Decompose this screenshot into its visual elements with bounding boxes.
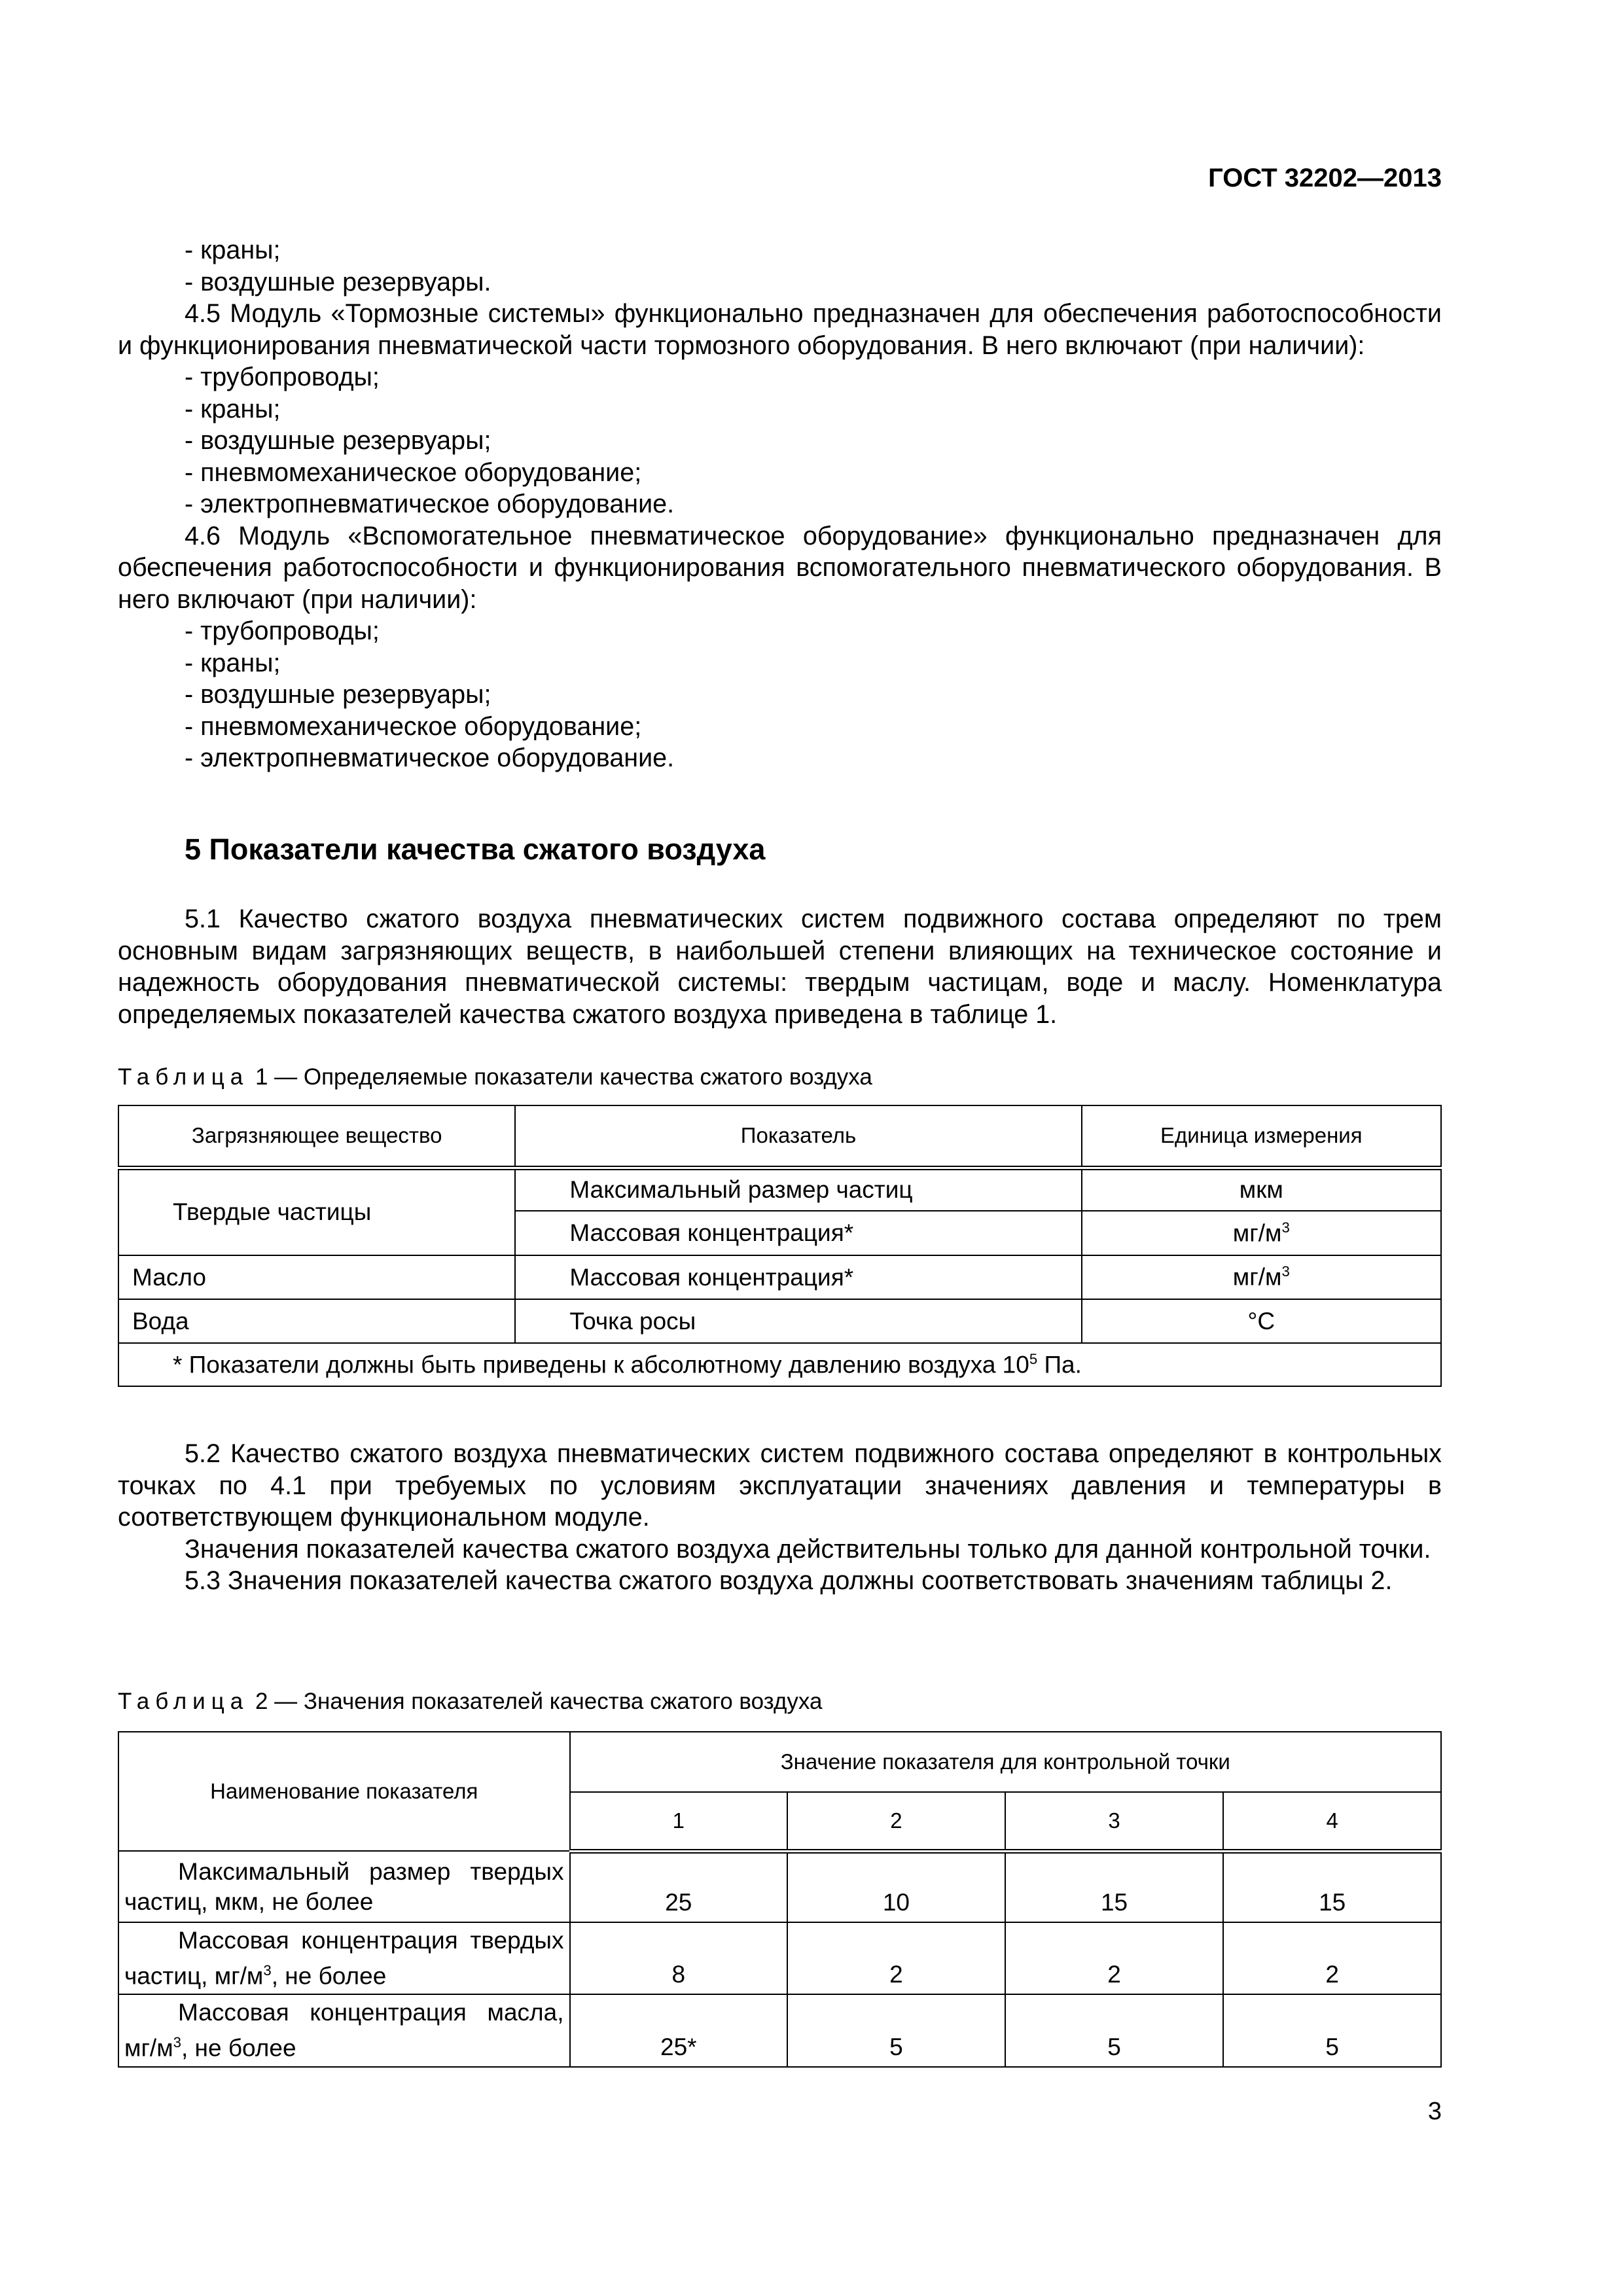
list-item: - электропневматическое оборудование. [185, 490, 675, 518]
list-item: - краны; [185, 236, 281, 264]
cell-value: 15 [1005, 1851, 1224, 1922]
column-header: Наименование показателя [118, 1732, 570, 1851]
cell-indicator: Точка росы [515, 1299, 1081, 1343]
cell-indicator: Массовая концентрация* [515, 1255, 1081, 1299]
list-item: - краны; [185, 394, 281, 423]
paragraph-4-5: 4.5 Модуль «Тормозные системы» функционально предназначен для обеспечения работоспособности и функционирования пневматической части тормозного оборудования. В него включают (при наличии): [118, 299, 1442, 360]
cell-value: 10 [787, 1851, 1005, 1922]
table-row [118, 1994, 1441, 2066]
text-block-4 [118, 234, 1442, 774]
paragraph-4-6: 4.6 Модуль «Вспомогательное пневматическое оборудование» функционально предназначен для обеспечения работоспособности и функционирования вспомогательного пневматического оборудования. В него включают (при наличии): [118, 521, 1442, 614]
caption-text: 1 — Определяемые показатели качества сжатого воздуха [255, 1064, 872, 1090]
column-header: Показатель [515, 1105, 1081, 1168]
list-item: - воздушные резервуары; [185, 680, 491, 709]
caption-label: Таблица [118, 1064, 249, 1090]
caption-label: Таблица [118, 1689, 249, 1714]
cell-unit: °С [1082, 1299, 1441, 1343]
name-text: Массовая концентрация твердых частиц, мг/м [124, 1927, 564, 1990]
name-sup: 3 [173, 2034, 181, 2051]
paragraph-5-3: 5.3 Значения показателей качества сжатого воздуха должны соответствовать значениям таблицы 2. [185, 1566, 1393, 1595]
list-item: - пневмомеханическое оборудование; [185, 711, 642, 741]
page-number: 3 [1427, 2098, 1442, 2125]
column-header: 4 [1223, 1792, 1441, 1851]
table-row [118, 1922, 1441, 1994]
cell-indicator: Максимальный размер частиц [515, 1168, 1081, 1211]
column-header: 2 [787, 1792, 1005, 1851]
cell-value: 2 [1005, 1922, 1224, 1994]
cell-unit [1082, 1255, 1441, 1299]
footnote-end: Па. [1037, 1351, 1082, 1378]
paragraph-5-2: 5.2 Качество сжатого воздуха пневматических систем подвижного состава определяют в контрольных точках по 4.1 при требуемых по условиям эксплуатации значениях давления и температуры в соответствующем функциональном модуле. [118, 1439, 1442, 1532]
text-block-5-2 [118, 1438, 1442, 1597]
table-footnote-row [118, 1343, 1441, 1386]
name-text-end: , не более [181, 2034, 296, 2062]
cell-value: 25 [570, 1851, 788, 1922]
table-footnote [118, 1343, 1441, 1386]
column-header: 3 [1005, 1792, 1224, 1851]
cell-value: 8 [570, 1922, 788, 1994]
table-1 [118, 1105, 1442, 1387]
cell-substance: Твердые частицы [118, 1168, 515, 1255]
name-text: Массовая концентрация масла, мг/м [124, 1999, 564, 2062]
cell-unit [1082, 1211, 1441, 1255]
document-id: ГОСТ 32202—2013 [1208, 164, 1442, 192]
list-item: - трубопроводы; [185, 617, 380, 645]
cell-substance: Масло [118, 1255, 515, 1299]
footnote-sup: 5 [1029, 1350, 1038, 1367]
paragraph-5-2b: Значения показателей качества сжатого воздуха действительны только для данной контрольной точки. [185, 1534, 1431, 1564]
cell-value: 5 [1223, 1994, 1441, 2066]
cell-value: 2 [1223, 1922, 1441, 1994]
unit-text: мг/м [1232, 1263, 1282, 1291]
cell-value: 2 [787, 1922, 1005, 1994]
cell-name [118, 1922, 570, 1994]
cell-name: Максимальный размер твердых частиц, мкм, не более [118, 1851, 570, 1922]
table-row [118, 1168, 1441, 1211]
column-header: 1 [570, 1792, 788, 1851]
list-item: - краны; [185, 648, 281, 677]
footnote-text: * Показатели должны быть приведены к абсолютному давлению воздуха 10 [173, 1351, 1029, 1378]
table1-caption [118, 1064, 872, 1090]
column-header: Единица измерения [1082, 1105, 1441, 1168]
name-sup: 3 [263, 1962, 272, 1979]
unit-text: мг/м [1232, 1219, 1282, 1247]
table-row [118, 1851, 1441, 1922]
list-item: - электропневматическое оборудование. [185, 744, 675, 772]
table2-caption [118, 1689, 822, 1715]
name-text-end: , не более [271, 1962, 387, 1990]
table-2 [118, 1731, 1442, 2068]
table-row [118, 1255, 1441, 1299]
cell-unit: мкм [1082, 1168, 1441, 1211]
unit-sup: 3 [1281, 1263, 1290, 1280]
table-row [118, 1299, 1441, 1343]
cell-value: 15 [1223, 1851, 1441, 1922]
section-heading: 5 Показатели качества сжатого воздуха [185, 833, 766, 866]
cell-value: 25* [570, 1994, 788, 2066]
list-item: - трубопроводы; [185, 363, 380, 391]
list-item: - воздушные резервуары; [185, 426, 491, 455]
cell-indicator: Массовая концентрация* [515, 1211, 1081, 1255]
cell-value: 5 [1005, 1994, 1224, 2066]
cell-substance: Вода [118, 1299, 515, 1343]
caption-text: 2 — Значения показателей качества сжатого воздуха [255, 1689, 823, 1714]
unit-sup: 3 [1281, 1219, 1290, 1236]
cell-name [118, 1994, 570, 2066]
list-item: - пневмомеханическое оборудование; [185, 457, 642, 487]
list-item: - воздушные резервуары. [185, 267, 491, 296]
paragraph-5-1: 5.1 Качество сжатого воздуха пневматических систем подвижного состава определяют по трем основным видам загрязняющих веществ, в наибольшей степени влияющих на техническое состояние и надежность оборудования пневматической системы: твердым частицам, воде и маслу. Номенклатура определяемых показателей качества сжатого воздуха приведена в таблице 1. [118, 905, 1442, 1029]
cell-value: 5 [787, 1994, 1005, 2066]
column-header: Загрязняющее вещество [118, 1105, 515, 1168]
column-group-header: Значение показателя для контрольной точки [570, 1732, 1442, 1792]
